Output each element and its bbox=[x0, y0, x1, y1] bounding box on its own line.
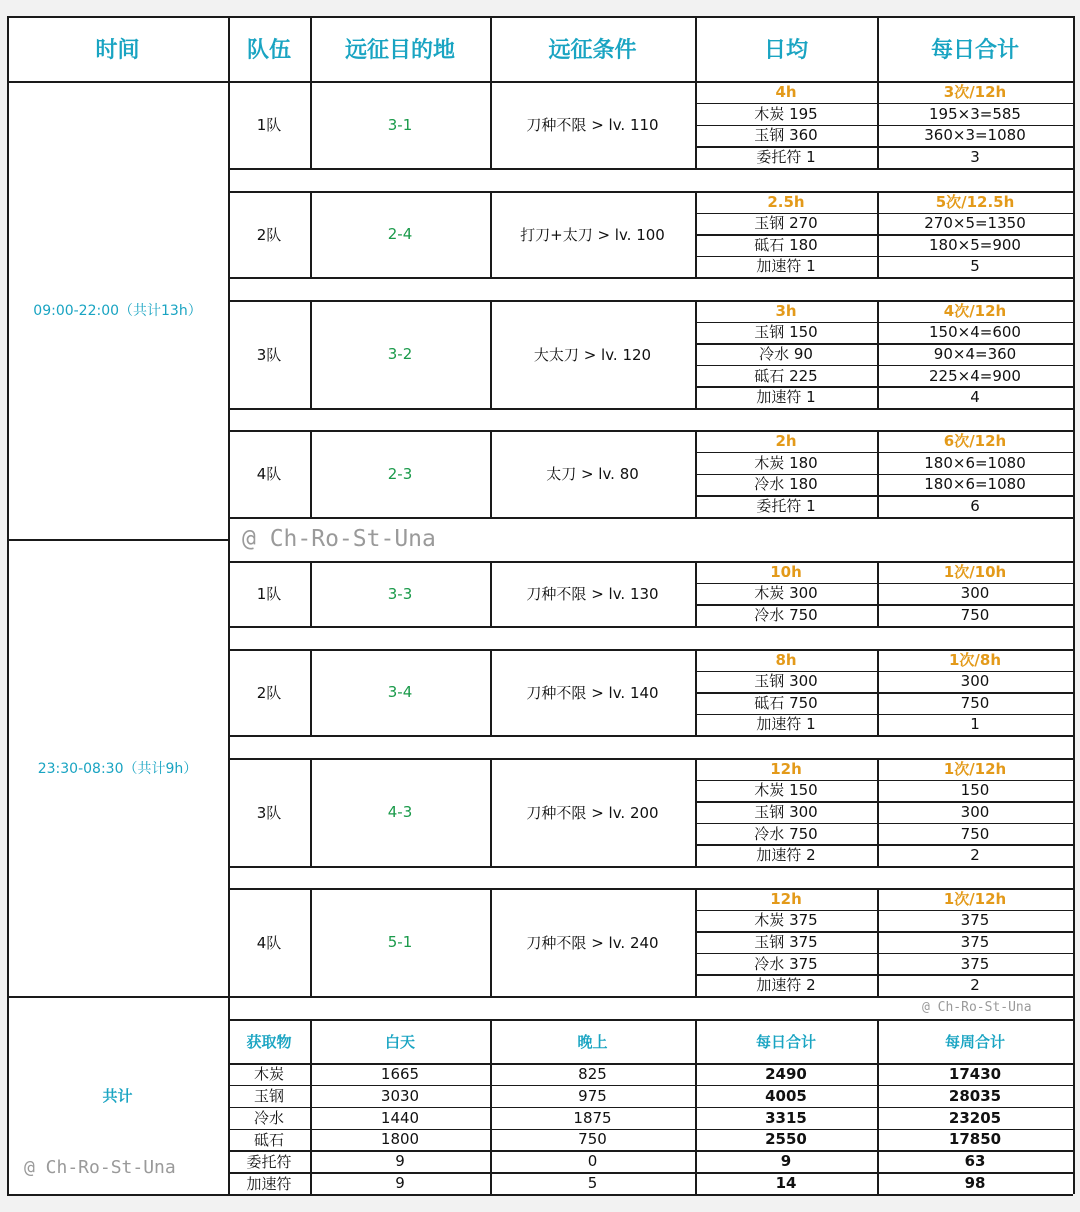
time-slot: 09:00-22:00（共计13h） bbox=[33, 303, 202, 319]
grid-line bbox=[7, 1194, 1073, 1196]
reward-item: 玉钢 270 bbox=[754, 214, 818, 233]
daily-runs: 1次/8h bbox=[948, 651, 1002, 670]
reward-item: 加速符 2 bbox=[756, 846, 816, 865]
grid-line bbox=[228, 517, 1073, 519]
reward-total: 90×4=360 bbox=[933, 344, 1017, 363]
summary-night: 750 bbox=[578, 1130, 607, 1149]
reward-total: 180×5=900 bbox=[929, 235, 1021, 254]
expedition-condition: 打刀+太刀 > lv. 100 bbox=[520, 225, 665, 244]
reward-total: 6 bbox=[970, 497, 980, 516]
time-slot: 23:30-08:30（共计9h） bbox=[37, 760, 198, 777]
reward-total: 180×6=1080 bbox=[924, 453, 1026, 472]
summary-item: 冷水 bbox=[253, 1109, 284, 1128]
expedition-condition: 大太刀 > lv. 120 bbox=[533, 345, 652, 364]
reward-total: 375 bbox=[960, 911, 990, 930]
daily-runs: 1次/10h bbox=[943, 563, 1007, 582]
daily-runs: 1次/12h bbox=[943, 890, 1007, 909]
summary-day: 1440 bbox=[380, 1108, 420, 1127]
summary-item: 砥石 bbox=[253, 1130, 284, 1149]
summary-item: 木炭 bbox=[253, 1065, 284, 1084]
expedition-destination: 2-4 bbox=[387, 225, 413, 243]
reward-total: 375 bbox=[960, 932, 990, 951]
grid-line bbox=[310, 16, 312, 81]
summary-weekly: 28035 bbox=[948, 1086, 1002, 1105]
grid-line bbox=[1073, 16, 1075, 1194]
summary-weekly: 17430 bbox=[948, 1064, 1002, 1083]
expedition-condition: 刀种不限 > lv. 200 bbox=[526, 803, 659, 822]
reward-item: 委托符 1 bbox=[756, 148, 816, 167]
summary-daily: 4005 bbox=[765, 1086, 807, 1105]
header-destination: 远征目的地 bbox=[344, 38, 455, 63]
summary-daily: 9 bbox=[780, 1152, 792, 1171]
summary-day: 1800 bbox=[380, 1130, 420, 1149]
summary-weekly: 63 bbox=[964, 1152, 986, 1171]
expedition-duration: 12h bbox=[770, 889, 802, 908]
reward-item: 玉钢 375 bbox=[754, 932, 818, 951]
reward-total: 360×3=1080 bbox=[924, 126, 1026, 145]
grid-line bbox=[228, 277, 1073, 279]
reward-item: 木炭 300 bbox=[754, 584, 818, 603]
grid-line bbox=[228, 408, 1073, 410]
summary-item: 加速符 bbox=[246, 1174, 292, 1193]
reward-item: 玉钢 300 bbox=[754, 802, 818, 821]
team-name: 1队 bbox=[256, 585, 282, 603]
reward-item: 加速符 1 bbox=[756, 388, 816, 407]
reward-item: 委托符 1 bbox=[756, 497, 816, 516]
reward-total: 150×4=600 bbox=[929, 323, 1021, 342]
reward-total: 225×4=900 bbox=[929, 366, 1021, 385]
watermark-middle: @ Ch-Ro-St-Una bbox=[242, 526, 436, 552]
reward-total: 3 bbox=[970, 148, 980, 167]
grid-line bbox=[228, 866, 1073, 868]
summary-weekly: 98 bbox=[964, 1174, 986, 1193]
reward-item: 加速符 2 bbox=[756, 976, 816, 995]
summary-daily: 2490 bbox=[765, 1064, 807, 1083]
reward-item: 木炭 180 bbox=[754, 453, 818, 472]
reward-total: 2 bbox=[970, 846, 980, 865]
reward-total: 1 bbox=[970, 715, 980, 734]
summary-day: 9 bbox=[395, 1152, 405, 1171]
summary-day: 9 bbox=[395, 1174, 405, 1193]
reward-item: 木炭 150 bbox=[754, 781, 818, 800]
expedition-condition: 刀种不限 > lv. 110 bbox=[526, 116, 659, 134]
grid-line bbox=[228, 735, 1073, 737]
reward-item: 砥石 750 bbox=[754, 693, 818, 712]
expedition-duration: 4h bbox=[775, 82, 797, 101]
reward-total: 180×6=1080 bbox=[924, 475, 1026, 494]
summary-header-night: 晚上 bbox=[577, 1032, 608, 1051]
expedition-duration: 8h bbox=[775, 650, 797, 669]
reward-total: 2 bbox=[970, 976, 980, 995]
grid-line bbox=[228, 168, 1073, 170]
summary-header-daily: 每日合计 bbox=[755, 1032, 816, 1051]
daily-runs: 6次/12h bbox=[943, 432, 1007, 451]
grid-line bbox=[7, 539, 228, 541]
summary-item: 玉钢 bbox=[253, 1087, 284, 1106]
reward-total: 750 bbox=[960, 606, 990, 625]
expedition-destination: 3-3 bbox=[387, 584, 413, 603]
reward-total: 750 bbox=[960, 693, 990, 712]
summary-header-item: 获取物 bbox=[246, 1032, 292, 1051]
reward-item: 冷水 375 bbox=[754, 954, 818, 973]
reward-item: 冷水 180 bbox=[754, 475, 818, 494]
grid-line bbox=[695, 16, 697, 81]
team-name: 3队 bbox=[256, 345, 282, 364]
team-name: 4队 bbox=[256, 933, 282, 952]
expedition-destination: 3-1 bbox=[387, 115, 413, 134]
team-name: 4队 bbox=[256, 465, 282, 483]
reward-item: 加速符 1 bbox=[756, 715, 816, 734]
team-name: 1队 bbox=[256, 116, 282, 134]
reward-item: 冷水 750 bbox=[754, 824, 818, 843]
expedition-condition: 太刀 > lv. 80 bbox=[546, 465, 639, 483]
expedition-duration: 2h bbox=[775, 431, 797, 450]
summary-night: 5 bbox=[587, 1174, 598, 1193]
grid-line bbox=[228, 626, 1073, 628]
summary-header-day: 白天 bbox=[384, 1032, 415, 1051]
summary-night: 1875 bbox=[573, 1108, 612, 1127]
summary-weekly: 17850 bbox=[948, 1130, 1002, 1149]
summary-daily: 14 bbox=[775, 1174, 797, 1193]
summary-night: 825 bbox=[578, 1064, 607, 1083]
reward-total: 750 bbox=[960, 824, 990, 843]
summary-day: 1665 bbox=[380, 1064, 420, 1083]
summary-header-weekly: 每周合计 bbox=[944, 1032, 1005, 1051]
grid-line bbox=[228, 16, 230, 1194]
expedition-duration: 10h bbox=[770, 562, 802, 581]
reward-total: 150 bbox=[960, 781, 990, 800]
summary-weekly: 23205 bbox=[948, 1108, 1002, 1127]
reward-total: 195×3=585 bbox=[929, 104, 1021, 123]
reward-total: 5 bbox=[970, 257, 980, 276]
reward-item: 冷水 90 bbox=[759, 344, 813, 363]
reward-total: 4 bbox=[970, 388, 980, 407]
summary-daily: 2550 bbox=[765, 1130, 807, 1149]
summary-night: 0 bbox=[587, 1152, 598, 1171]
reward-item: 木炭 195 bbox=[754, 104, 818, 123]
grid-line bbox=[490, 16, 492, 81]
expedition-condition: 刀种不限 > lv. 240 bbox=[526, 933, 659, 952]
reward-total: 375 bbox=[960, 954, 990, 973]
reward-total: 300 bbox=[960, 584, 990, 603]
reward-item: 玉钢 360 bbox=[754, 126, 818, 145]
expedition-destination: 3-4 bbox=[387, 683, 413, 701]
expedition-condition: 刀种不限 > lv. 130 bbox=[526, 585, 659, 603]
reward-item: 砥石 180 bbox=[754, 235, 818, 254]
reward-item: 冷水 750 bbox=[754, 606, 818, 625]
expedition-destination: 2-3 bbox=[387, 464, 413, 483]
header-team: 队伍 bbox=[246, 38, 291, 63]
reward-total: 300 bbox=[960, 672, 990, 691]
daily-runs: 3次/12h bbox=[943, 83, 1007, 102]
watermark-bottom-left: @ Ch-Ro-St-Una bbox=[24, 1157, 176, 1178]
expedition-destination: 5-1 bbox=[387, 933, 413, 951]
reward-item: 玉钢 300 bbox=[754, 672, 818, 691]
daily-runs: 5次/12.5h bbox=[935, 193, 1015, 212]
grid-line bbox=[877, 16, 879, 81]
team-name: 2队 bbox=[256, 225, 282, 244]
header-condition: 远征条件 bbox=[548, 38, 637, 63]
expedition-destination: 4-3 bbox=[387, 803, 413, 821]
summary-day: 3030 bbox=[380, 1086, 420, 1105]
team-name: 2队 bbox=[256, 683, 282, 702]
reward-item: 木炭 375 bbox=[754, 911, 818, 930]
header-time: 时间 bbox=[95, 38, 140, 63]
reward-item: 砥石 225 bbox=[754, 366, 818, 385]
summary-item: 委托符 bbox=[246, 1152, 292, 1171]
reward-item: 加速符 1 bbox=[756, 257, 816, 276]
header-daily-total: 每日合计 bbox=[930, 38, 1019, 63]
expedition-duration: 12h bbox=[770, 759, 802, 778]
expedition-condition: 刀种不限 > lv. 140 bbox=[526, 683, 659, 702]
summary-label: 共计 bbox=[102, 1086, 133, 1105]
watermark-right: @ Ch-Ro-St-Una bbox=[922, 1000, 1032, 1015]
reward-item: 玉钢 150 bbox=[754, 323, 818, 342]
daily-runs: 4次/12h bbox=[943, 302, 1007, 321]
summary-daily: 3315 bbox=[765, 1108, 807, 1127]
reward-total: 300 bbox=[960, 802, 990, 821]
team-name: 3队 bbox=[256, 803, 282, 822]
reward-total: 270×5=1350 bbox=[924, 214, 1026, 233]
expedition-duration: 2.5h bbox=[767, 192, 805, 211]
summary-night: 975 bbox=[578, 1086, 607, 1105]
expedition-table bbox=[7, 16, 1073, 1195]
expedition-duration: 3h bbox=[775, 301, 797, 320]
header-daily-average: 日均 bbox=[763, 38, 808, 63]
expedition-destination: 3-2 bbox=[387, 345, 413, 363]
daily-runs: 1次/12h bbox=[943, 760, 1007, 779]
